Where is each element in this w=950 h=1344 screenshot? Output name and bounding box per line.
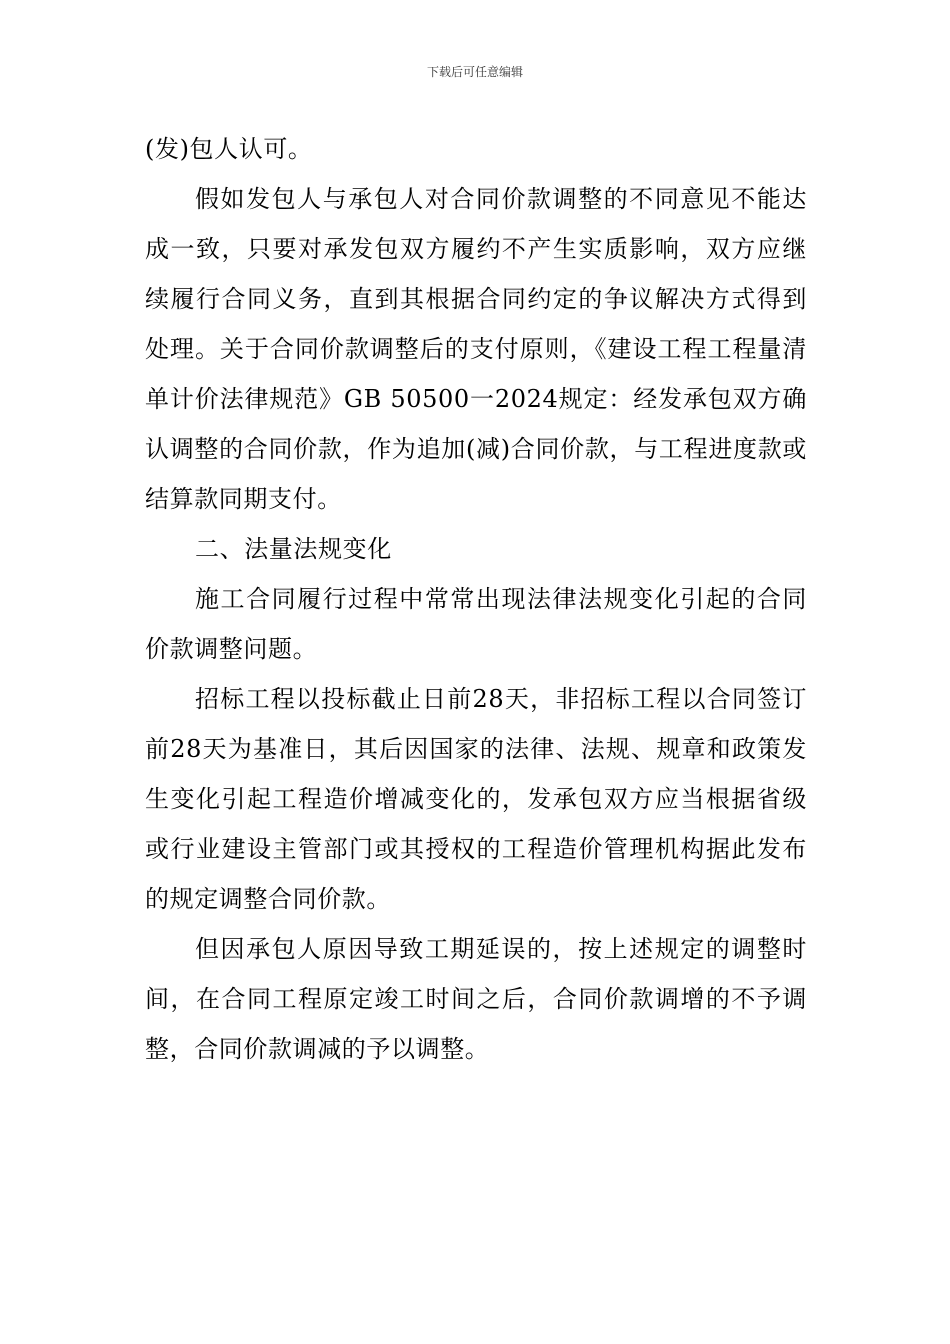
paragraph-delay: 但因承包人原因导致工期延误的，按上述规定的调整时间，在合同工程原定竣工时间之后，合同价款调增的不予调整，合同价款调减的予以调整。 — [145, 935, 807, 1063]
document-body — [145, 124, 807, 1074]
section-heading-law-change: 二、法量法规变化 — [195, 535, 392, 563]
paragraph-continuation: (发)包人认可。 — [145, 135, 313, 163]
paragraph-law-change-intro: 施工合同履行过程中常常出现法律法规变化引起的合同价款调整问题。 — [145, 585, 807, 663]
paragraph-disagreement: 假如发包人与承包人对合同价款调整的不同意见不能达成一致，只要对承发包双方履约不产生实质影响，双方应继续履行合同义务，直到其根据合同约定的争议解决方式得到处理。关于合同价款调整后的支付原则，《建设工程工程量清单计价法律规范》GB 50500一2024规定：经发承包双方确认调整的合同价款，作为追加(减)合同价款，与工程进度款或结算款同期支付。 — [145, 185, 807, 513]
page-header-note: 下载后可任意编辑 — [426, 65, 523, 79]
paragraph-base-date: 招标工程以投标截止日前28天，非招标工程以合同签订前28天为基准日，其后因国家的法律、法规、规章和政策发生变化引起工程造价增减变化的，发承包双方应当根据省级或行业建设主管部门或其授权的工程造价管理机构据此发布的规定调整合同价款。 — [145, 685, 807, 913]
